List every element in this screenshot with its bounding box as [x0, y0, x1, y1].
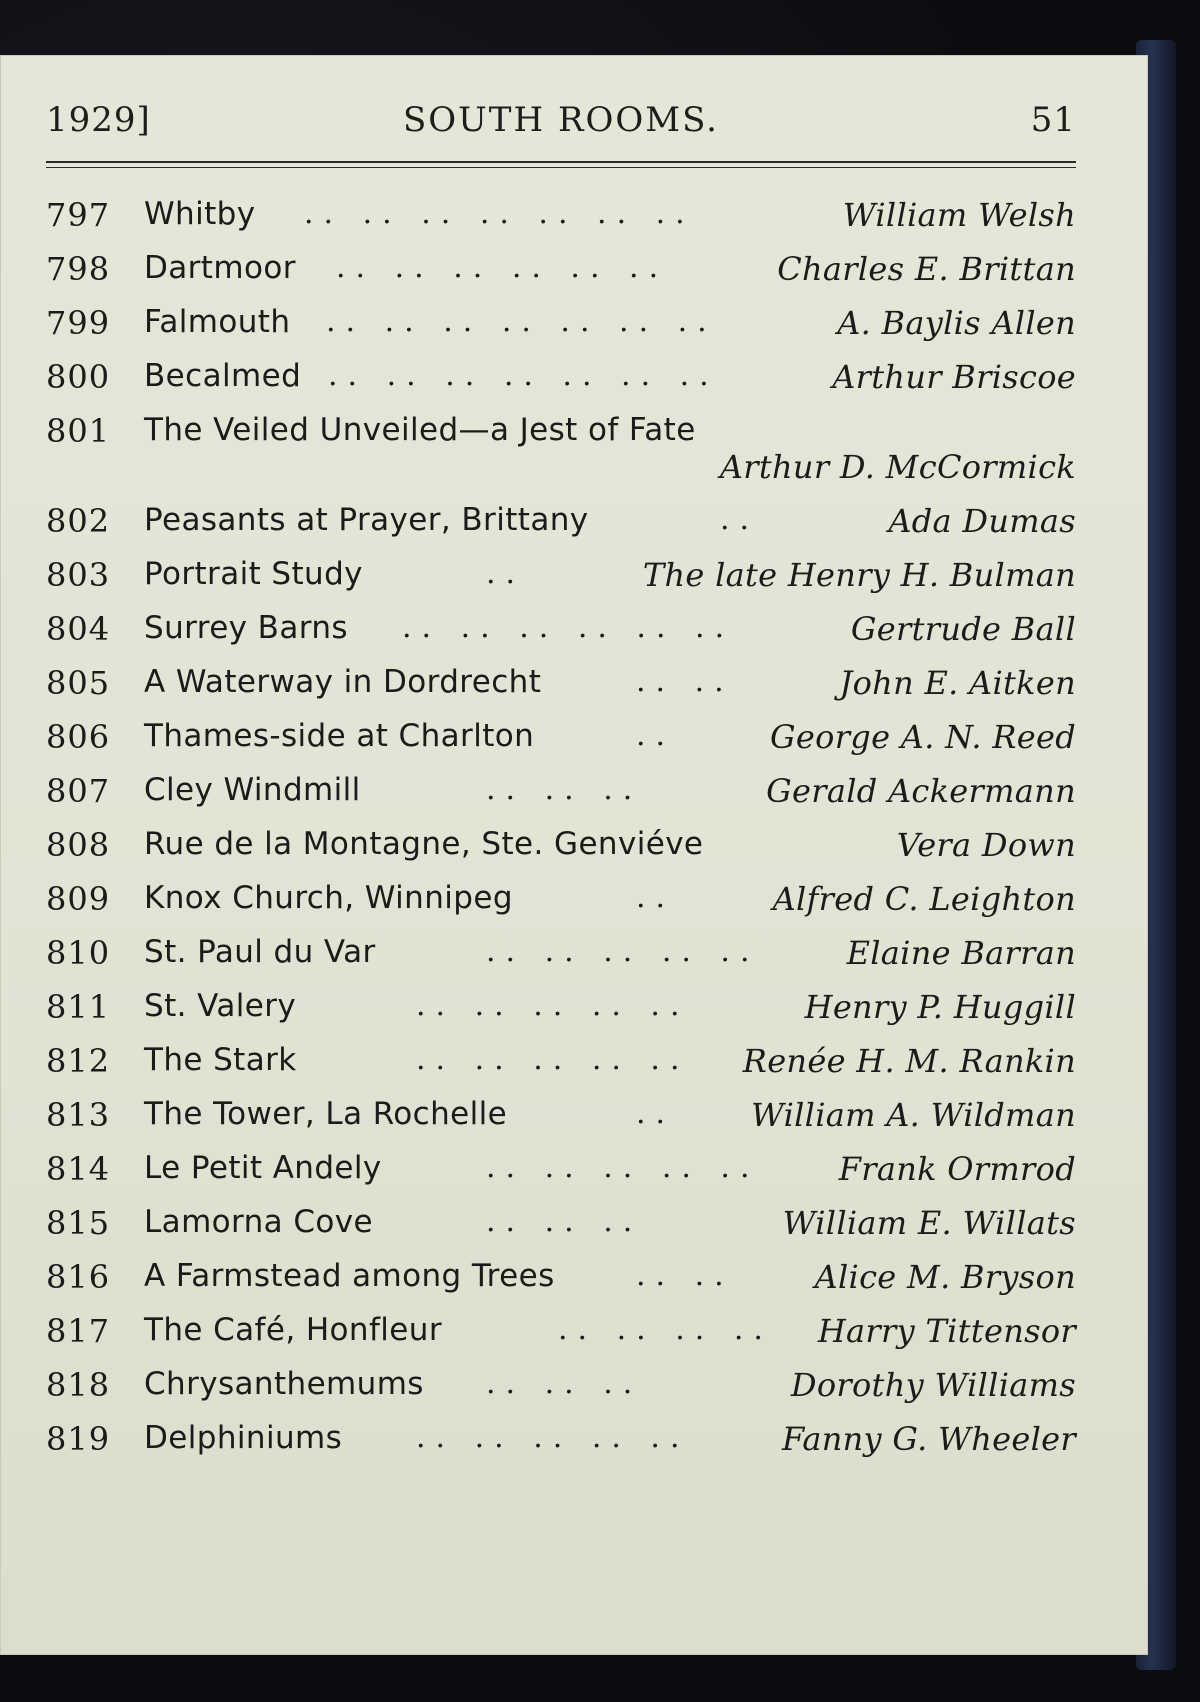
catalogue-entry — [46, 412, 1076, 502]
catalogue-entry — [46, 1204, 1076, 1258]
entry-artist: Henry P. Huggill — [804, 988, 1076, 1026]
catalogue-entry — [46, 196, 1076, 250]
entry-artist: Harry Tittensor — [817, 1312, 1076, 1350]
entry-artist: Renée H. M. Rankin — [742, 1042, 1076, 1080]
leader-dots: .. .. .. .. .. .. .. — [304, 196, 695, 231]
entry-number: 813 — [46, 1096, 111, 1134]
entry-artist: Ada Dumas — [888, 502, 1076, 540]
catalogue-entry — [46, 610, 1076, 664]
leader-dots: .. .. .. .. .. — [416, 1042, 690, 1077]
entry-number: 800 — [46, 358, 111, 396]
running-header — [46, 100, 1076, 150]
leader-dots: .. .. .. .. .. .. — [336, 250, 669, 285]
entry-number: 811 — [46, 988, 111, 1026]
entry-artist: John E. Aitken — [839, 664, 1076, 702]
entry-artist: Elaine Barran — [846, 934, 1076, 972]
entry-title: The Stark — [144, 1042, 297, 1078]
entry-artist: Fanny G. Wheeler — [782, 1420, 1076, 1458]
catalogue-list — [46, 196, 1076, 1474]
entry-number: 818 — [46, 1366, 111, 1404]
entry-artist: A. Baylis Allen — [837, 304, 1076, 342]
entry-artist: William Welsh — [842, 196, 1076, 234]
catalogue-entry — [46, 880, 1076, 934]
entry-artist: Gerald Ackermann — [766, 772, 1076, 810]
entry-title: Chrysanthemums — [144, 1366, 424, 1402]
entry-title: Cley Windmill — [144, 772, 361, 808]
catalogue-entry — [46, 1042, 1076, 1096]
entry-artist: Arthur Briscoe — [832, 358, 1076, 396]
leader-dots: .. .. .. .. — [558, 1312, 773, 1347]
header-rule-thick — [46, 161, 1076, 163]
entry-title: The Veiled Unveiled—a Jest of Fate — [144, 412, 696, 448]
catalogue-entry — [46, 826, 1076, 880]
entry-number: 817 — [46, 1312, 111, 1350]
catalogue-entry — [46, 1258, 1076, 1312]
leader-dots: .. .. .. — [486, 1366, 643, 1401]
catalogue-entry — [46, 934, 1076, 988]
entry-artist: Frank Ormrod — [838, 1150, 1076, 1188]
catalogue-entry — [46, 358, 1076, 412]
leader-dots: .. .. .. .. .. .. .. — [328, 358, 719, 393]
entry-artist: William A. Wildman — [750, 1096, 1076, 1134]
entry-number: 816 — [46, 1258, 111, 1296]
catalogue-entry — [46, 988, 1076, 1042]
entry-title: The Café, Honfleur — [144, 1312, 442, 1348]
entry-artist: George A. N. Reed — [770, 718, 1076, 756]
entry-artist: Arthur D. McCormick — [719, 448, 1076, 486]
leader-dots: .. .. .. .. .. .. .. — [326, 304, 717, 339]
entry-title: Becalmed — [144, 358, 302, 394]
entry-number: 801 — [46, 412, 111, 450]
leader-dots: .. — [486, 556, 526, 591]
leader-dots: .. .. .. — [486, 772, 643, 807]
entry-title: A Waterway in Dordrecht — [144, 664, 542, 700]
entry-title: Delphiniums — [144, 1420, 343, 1456]
entry-title: Knox Church, Winnipeg — [144, 880, 513, 916]
entry-number: 807 — [46, 772, 111, 810]
entry-title: St. Valery — [144, 988, 297, 1024]
leader-dots: .. .. .. .. .. — [486, 934, 760, 969]
catalogue-entry — [46, 556, 1076, 610]
header-year: 1929] — [46, 100, 151, 140]
entry-title: Le Petit Andely — [144, 1150, 382, 1186]
header-rule-thin — [46, 167, 1076, 168]
entry-artist: The late Henry H. Bulman — [642, 556, 1076, 594]
leader-dots: .. .. — [636, 1258, 734, 1293]
catalogue-entry — [46, 304, 1076, 358]
entry-title: Peasants at Prayer, Brittany — [144, 502, 589, 538]
leader-dots: .. .. .. — [486, 1204, 643, 1239]
entry-number: 798 — [46, 250, 111, 288]
entry-number: 804 — [46, 610, 111, 648]
entry-title: Dartmoor — [144, 250, 296, 286]
entry-number: 815 — [46, 1204, 111, 1242]
page-number: 51 — [1030, 100, 1076, 140]
entry-number: 814 — [46, 1150, 111, 1188]
entry-number: 812 — [46, 1042, 111, 1080]
leader-dots: .. — [636, 718, 676, 753]
leader-dots: .. .. .. .. .. — [416, 1420, 690, 1455]
catalogue-entry — [46, 1096, 1076, 1150]
entry-number: 819 — [46, 1420, 111, 1458]
entry-title: Portrait Study — [144, 556, 363, 592]
entry-artist: Charles E. Brittan — [777, 250, 1076, 288]
entry-title: Falmouth — [144, 304, 291, 340]
catalogue-entry — [46, 250, 1076, 304]
entry-number: 803 — [46, 556, 111, 594]
leader-dots: .. .. .. .. .. .. — [402, 610, 735, 645]
entry-artist: William E. Willats — [782, 1204, 1076, 1242]
entry-artist: Dorothy Williams — [790, 1366, 1076, 1404]
entry-artist: Alice M. Bryson — [814, 1258, 1076, 1296]
entry-artist: Vera Down — [896, 826, 1076, 864]
entry-title: Lamorna Cove — [144, 1204, 373, 1240]
entry-number: 806 — [46, 718, 111, 756]
leader-dots: .. — [636, 1096, 676, 1131]
entry-title: Rue de la Montagne, Ste. Genviéve — [144, 826, 704, 862]
entry-title: Surrey Barns — [144, 610, 348, 646]
page-title: SOUTH ROOMS. — [402, 100, 719, 140]
leader-dots: .. .. — [636, 664, 734, 699]
catalogue-entry — [46, 664, 1076, 718]
catalogue-entry — [46, 1312, 1076, 1366]
entry-artist: Gertrude Ball — [850, 610, 1076, 648]
catalogue-entry — [46, 772, 1076, 826]
leader-dots: .. .. .. .. .. — [416, 988, 690, 1023]
catalogue-entry — [46, 1420, 1076, 1474]
catalogue-entry — [46, 1366, 1076, 1420]
entry-number: 802 — [46, 502, 111, 540]
entry-title: A Farmstead among Trees — [144, 1258, 555, 1294]
entry-number: 808 — [46, 826, 111, 864]
entry-title: Thames-side at Charlton — [144, 718, 535, 754]
entry-title: St. Paul du Var — [144, 934, 376, 970]
catalogue-entry — [46, 718, 1076, 772]
leader-dots: .. — [636, 880, 676, 915]
leader-dots: .. .. .. .. .. — [486, 1150, 760, 1185]
entry-number: 805 — [46, 664, 111, 702]
entry-title: Whitby — [144, 196, 256, 232]
entry-number: 810 — [46, 934, 111, 972]
entry-title: The Tower, La Rochelle — [144, 1096, 508, 1132]
entry-number: 799 — [46, 304, 111, 342]
entry-number: 797 — [46, 196, 111, 234]
entry-number: 809 — [46, 880, 111, 918]
catalogue-entry — [46, 1150, 1076, 1204]
entry-artist: Alfred C. Leighton — [772, 880, 1076, 918]
catalogue-entry — [46, 502, 1076, 556]
leader-dots: .. — [720, 502, 760, 537]
